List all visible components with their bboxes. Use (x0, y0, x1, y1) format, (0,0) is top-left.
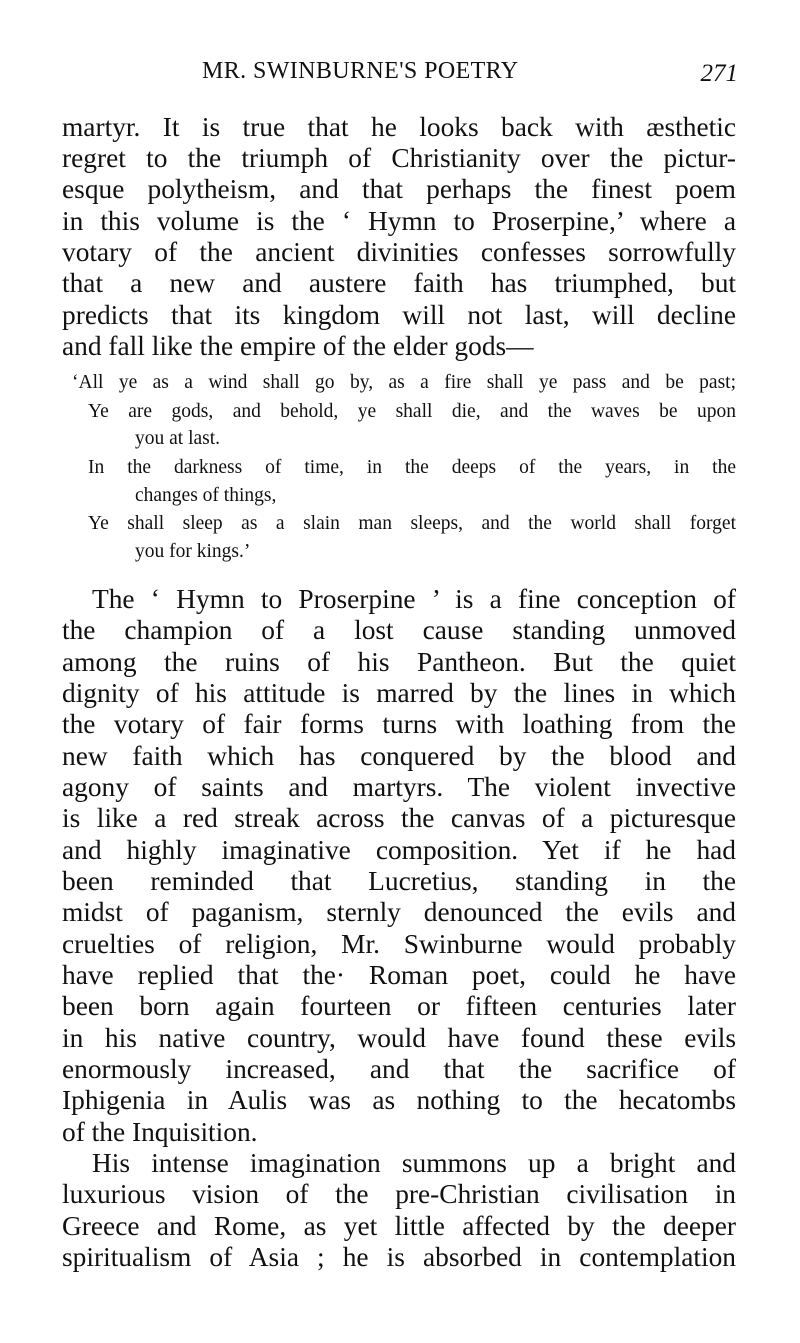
verse-line-continuation: changes of things, (135, 485, 277, 506)
text-line: the votary of fair forms turns with loathing from the (62, 709, 736, 739)
text-line: dignity of his attitude is marred by the lines in which (62, 678, 736, 708)
page-header (62, 58, 738, 90)
text-line: have replied that the· Roman poet, could he have (62, 960, 736, 990)
verse-line: In the darkness of time, in the deeps of the years, in the (88, 457, 736, 478)
text-line: luxurious vision of the pre-Christian civilisation in (62, 1179, 736, 1209)
text-line: new faith which has conquered by the blood and (62, 741, 736, 771)
text-line: votary of the ancient divinities confesses sorrowfully (62, 237, 736, 267)
text-line: midst of paganism, sternly denounced the evils and (62, 897, 736, 927)
text-line: agony of saints and martyrs. The violent invective (62, 772, 736, 802)
text-line: enormously increased, and that the sacrifice of (62, 1054, 736, 1084)
text-line: and fall like the empire of the elder gods— (62, 331, 534, 361)
text-line: predicts that its kingdom will not last, will decline (62, 300, 736, 330)
verse-line: Ye are gods, and behold, ye shall die, and the waves be upon (88, 401, 736, 422)
text-line: among the ruins of his Pantheon. But the quiet (62, 647, 736, 677)
text-line: in this volume is the ‘ Hymn to Proserpine,’ where a (62, 206, 736, 236)
text-line: spiritualism of Asia ; he is absorbed in contemplation (62, 1242, 736, 1272)
text-line: martyr. It is true that he looks back with æsthetic (62, 112, 736, 142)
text-line: been born again fourteen or fifteen centuries later (62, 991, 736, 1021)
page-number: 271 (700, 60, 738, 87)
text-line: regret to the triumph of Christianity over the pictur- (62, 143, 736, 173)
text-line: cruelties of religion, Mr. Swinburne would probably (62, 929, 736, 959)
text-line: of the Inquisition. (62, 1117, 258, 1147)
text-line: the champion of a lost cause standing unmoved (62, 615, 736, 645)
text-line: been reminded that Lucretius, standing in the (62, 866, 736, 896)
verse-line-continuation: you for kings.’ (135, 541, 251, 562)
verse-line: ‘All ye as a wind shall go by, as a fire shall ye pass and be past; (72, 372, 736, 393)
text-line: that a new and austere faith has triumphed, but (62, 268, 736, 298)
text-line: His intense imagination summons up a bright and (92, 1148, 736, 1178)
text-line: The ‘ Hymn to Proserpine ’ is a fine conception of (92, 584, 736, 614)
text-line: Greece and Rome, as yet little affected by the deeper (62, 1211, 736, 1241)
text-line: is like a red streak across the canvas of a picturesque (62, 803, 736, 833)
text-line: and highly imaginative composition. Yet if he had (62, 835, 736, 865)
text-line: Iphigenia in Aulis was as nothing to the hecatombs (62, 1085, 736, 1115)
verse-line-continuation: you at last. (135, 428, 221, 449)
text-line: esque polytheism, and that perhaps the finest poem (62, 174, 736, 204)
running-title: MR. SWINBURNE'S POETRY (202, 58, 519, 84)
text-line: in his native country, would have found these evils (62, 1023, 736, 1053)
verse-line: Ye shall sleep as a slain man sleeps, and the world shall forget (88, 513, 736, 534)
